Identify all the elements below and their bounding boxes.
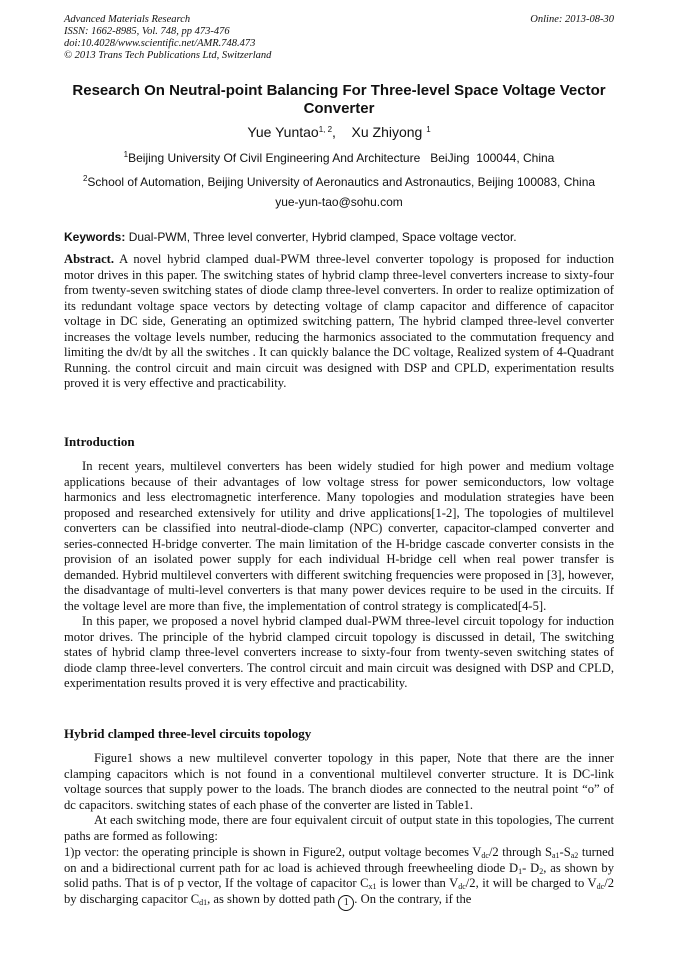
abstract-label: Abstract. <box>64 252 115 266</box>
topology-paragraph-2: At each switching mode, there are four equivalent circuit of output state in this topologies, The current paths are formed as following: <box>64 813 614 843</box>
keywords-text: Dual-PWM, Three level converter, Hybrid clamped, Space voltage vector. <box>125 230 517 244</box>
copyright-line: © 2013 Trans Tech Publications Ltd, Switzerland <box>64 50 272 61</box>
online-date: Online: 2013-08-30 <box>530 14 614 25</box>
sub-2: 2 <box>539 866 544 876</box>
topology-heading: Hybrid clamped three-level circuits topology <box>64 726 312 741</box>
p-vector-paragraph <box>64 845 614 911</box>
introduction-paragraph-1: In recent years, multilevel converters has been widely studied for high power and medium voltage applications because of their advantages of low voltage stress for power semiconductors, low voltage harmonics and less electromagnetic interference. Many topologies and modulation strategies have been proposed and researched extensively for utility and drive applications[1-2], The topologies of multilevel converters can be classified into neutral-diode-clamp (NPC) converter, capacitor-clamped converter and series-connected H-bridge converter. The main limitation of the H-bridge cascade converter consists in the provision of an isolated power supply for each individual H-bridge cell when real power transfer is demanded. Hybrid multilevel converters with different switching frequencies were proposed in [3], however, the disadvantage of multi-level converters is that many power devices require to be used in the circuits. If the voltage level are more than five, the implementation of control strategy is complicated[4-5]. <box>64 459 614 613</box>
journal-header <box>64 14 271 62</box>
doi-line: doi:10.4028/www.scientific.net/AMR.748.473 <box>64 38 256 49</box>
author-email: yue-yun-tao@sohu.com <box>275 195 403 209</box>
abstract-text: A novel hybrid clamped dual-PWM three-level converter topology is proposed for induction motor drives in this paper. The switching states of hybrid clamp three-level converters increase to sixty-four from twenty-seven switching states of diode clamp three-level converters. In order to realize optimization of its redundant voltage space vectors by detecting voltage of clamp capacitor and difference of capacitor voltage in DC side, Generating an optimized switching pattern, The hybrid clamped three-level converter increases the voltage levels number, reducing the harmonics associated to the commutation frequency and limiting the dv/dt by all the switches . It can quickly balance the DC voltage, Realized system of 4-Quadrant Running. the control circuit and main circuit was designed with DSP and CPLD, experimentation results proved it is very effective and practicability. <box>64 252 614 390</box>
affiliation-1-text: Beijing University Of Civil Engineering And Architecture BeiJing 100044, China <box>128 151 555 165</box>
p-vector-text-d: turned on and a bidirectional current path for ac load is achieved through freewheeling diode D <box>64 845 614 875</box>
sub-dc-2: dc <box>458 882 466 891</box>
sub-a2: a2 <box>570 851 579 860</box>
p-vector-text-j: , as shown by dotted path <box>207 891 339 906</box>
author-1-sup: 1, 2 <box>318 125 333 134</box>
p-vector-text-g: is lower than V <box>376 876 459 890</box>
author-line <box>64 123 614 141</box>
keywords <box>64 230 614 245</box>
affiliation-2-text: School of Automation, Beijing University of Aeronautics and Astronautics, Beijing 100083, China <box>87 175 596 189</box>
circled-number-1: 1 <box>338 895 354 911</box>
p-vector-text-a: 1)p vector: the operating principle is shown in Figure2, output voltage becomes V <box>64 845 482 859</box>
topology-paragraph-1: Figure1 shows a new multilevel converter topology in this paper, Note that there are the inner clamping capacitors which is not found in a conventional multilevel converter structure. It is DC-link voltage sources that supply power to the loads. The branch diodes are connected to the neutral point “o” of dc capacitors. switching states of each phase of the converter are listed in Table1. <box>64 751 614 812</box>
sub-a1: a1 <box>551 851 560 860</box>
affiliation-2-sup: 2 <box>82 174 88 183</box>
author-separator: , <box>332 124 336 140</box>
p-vector-text-f: , as shown by solid paths. That is of p vector, If the voltage of capacitor C <box>64 860 614 890</box>
keywords-label: Keywords: <box>64 230 126 244</box>
introduction-paragraph-2: In this paper, we proposed a novel hybrid clamped dual-PWM three-level circuit topology for induction motor drives. The principle of the hybrid clamped circuit topology is discussed in detail, The switching states of hybrid clamp three-level converters increase to sixty-four from twenty-seven switching states of diode clamp three-level converters. The control circuit and main circuit was designed with DSP and CPLD, experimentation results proved it is very effective and practicability. <box>64 614 614 690</box>
author-2-sup: 1 <box>426 125 431 134</box>
affiliation-1-sup: 1 <box>123 150 129 159</box>
sub-x1: x1 <box>368 882 377 891</box>
p-vector-text-c: -S <box>559 845 571 859</box>
author-1-name: Yue Yuntao <box>247 124 319 140</box>
p-vector-text-i: /2 by discharging capacitor C <box>64 876 614 906</box>
sub-d1: d1 <box>199 897 208 907</box>
p-vector-text-e: - D <box>522 860 540 875</box>
journal-name: Advanced Materials Research <box>64 14 191 25</box>
sub-dc-1: dc <box>481 851 489 860</box>
issn-line: ISSN: 1662-8985, Vol. 748, pp 473-476 <box>64 26 230 37</box>
sub-1: 1 <box>518 866 523 876</box>
author-2-name: Xu Zhiyong <box>351 124 423 140</box>
sub-dc-3: dc <box>596 882 605 891</box>
paper-title: Research On Neutral-point Balancing For Three-level Space Voltage Vector Converter <box>72 82 606 117</box>
abstract <box>64 252 614 392</box>
introduction-heading: Introduction <box>64 434 135 449</box>
p-vector-text-b: /2 through S <box>488 845 552 859</box>
p-vector-text-k: . On the contrary, if the <box>354 891 472 906</box>
affiliation-1 <box>40 151 638 166</box>
p-vector-text-h: /2, it will be charged to V <box>465 876 597 890</box>
affiliation-2 <box>40 175 638 190</box>
